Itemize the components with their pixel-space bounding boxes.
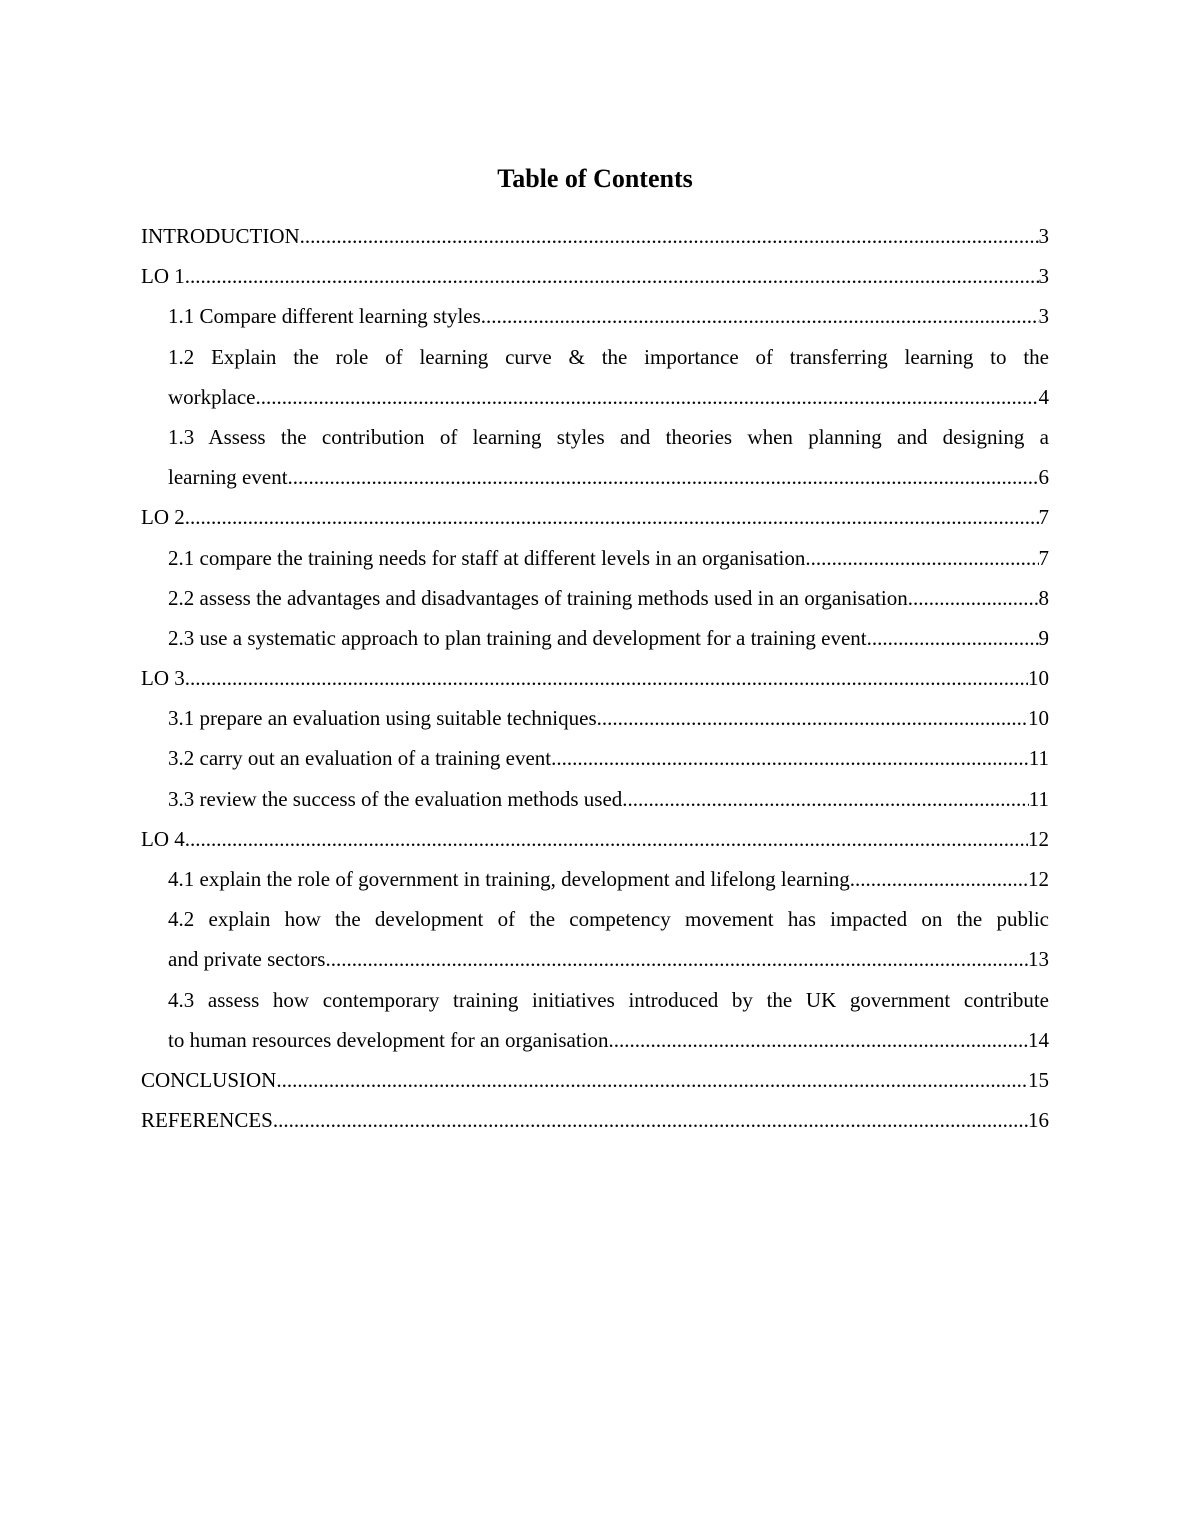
toc-page-number: 13 xyxy=(1028,947,1049,972)
toc-entry-2-2[interactable] xyxy=(141,578,1049,618)
toc-entry-label-line1: 1.3 Assess the contribution of learning styles and theories when planning and designing a xyxy=(168,424,1049,449)
toc-entry-1-2[interactable] xyxy=(141,337,1049,417)
toc-entry-conclusion[interactable] xyxy=(141,1060,1049,1100)
toc-entry-label: 2.2 assess the advantages and disadvantages of training methods used in an organisation xyxy=(168,585,908,610)
dot-leader xyxy=(551,738,1029,778)
toc-entry-lo2[interactable] xyxy=(141,497,1049,537)
toc-entry-label: 3.2 carry out an evaluation of a training event xyxy=(168,746,552,771)
toc-entry-4-3[interactable] xyxy=(141,980,1049,1060)
toc-page-number: 7 xyxy=(1038,505,1049,530)
toc-title: Table of Contents xyxy=(497,164,693,193)
toc-page-number: 10 xyxy=(1028,666,1049,691)
toc-entry-label: LO 3 xyxy=(141,666,185,691)
dot-leader xyxy=(597,698,1028,738)
dot-leader xyxy=(276,1060,1028,1100)
toc-entry-label: CONCLUSION xyxy=(141,1067,277,1092)
toc-entry-1-1[interactable] xyxy=(141,296,1049,336)
toc-entry-label: 3.1 prepare an evaluation using suitable techniques xyxy=(168,706,597,731)
toc-entry-label: REFERENCES xyxy=(141,1108,273,1133)
dot-leader xyxy=(185,658,1028,698)
dot-leader xyxy=(185,819,1028,859)
toc-page-number: 12 xyxy=(1028,826,1049,851)
toc-entry-label: 4.1 explain the role of government in training, development and lifelong learning xyxy=(168,867,850,891)
toc-entry-4-2[interactable] xyxy=(141,899,1049,979)
toc-entry-label: 2.1 compare the training needs for staff at different levels in an organisation xyxy=(168,545,806,570)
dot-leader xyxy=(609,1020,1029,1060)
toc-entry-3-2[interactable] xyxy=(141,738,1049,778)
dot-leader xyxy=(185,256,1039,296)
dot-leader xyxy=(805,538,1038,578)
dot-leader xyxy=(185,497,1039,537)
toc-entry-1-3[interactable] xyxy=(141,417,1049,497)
toc-page-number: 6 xyxy=(1038,465,1049,490)
toc-page-number: 11 xyxy=(1028,786,1049,811)
toc-entry-label: LO 2 xyxy=(141,505,185,530)
dot-leader xyxy=(255,377,1038,417)
toc-entry-label-line2: workplace xyxy=(168,384,256,409)
toc-entry-label-line2: to human resources development for an organisation xyxy=(168,1027,609,1052)
toc-page-number: 3 xyxy=(1038,224,1049,248)
toc-page-number: 8 xyxy=(1038,585,1049,610)
toc-page-number: 7 xyxy=(1038,545,1049,570)
toc-page-number: 11 xyxy=(1028,746,1049,771)
table-of-contents xyxy=(141,216,1049,1140)
toc-entry-2-1[interactable] xyxy=(141,538,1049,578)
toc-page-number: 15 xyxy=(1028,1067,1049,1092)
dot-leader xyxy=(300,216,1039,256)
toc-entry-3-3[interactable] xyxy=(141,779,1049,819)
dot-leader xyxy=(481,296,1039,336)
toc-entry-label: INTRODUCTION xyxy=(141,224,300,248)
toc-entry-references[interactable] xyxy=(141,1100,1049,1140)
toc-entry-label-line1: 4.2 explain how the development of the competency movement has impacted on the public xyxy=(168,907,1049,932)
toc-page-number: 3 xyxy=(1038,304,1049,329)
toc-entry-label: LO 4 xyxy=(141,826,185,851)
dot-leader xyxy=(867,618,1039,658)
toc-entry-label: LO 1 xyxy=(141,264,185,289)
toc-page-number: 3 xyxy=(1038,264,1049,289)
dot-leader xyxy=(850,859,1028,899)
toc-page-number: 16 xyxy=(1028,1108,1049,1133)
toc-entry-label: 2.3 use a systematic approach to plan training and development for a training event xyxy=(168,625,867,650)
toc-entry-label-line2: learning event xyxy=(168,465,288,490)
dot-leader xyxy=(288,457,1039,497)
toc-entry-lo3[interactable] xyxy=(141,658,1049,698)
toc-entry-label-line1: 1.2 Explain the role of learning curve & the importance of transferring learning to the xyxy=(168,344,1049,369)
toc-page-number: 4 xyxy=(1038,384,1049,409)
toc-entry-lo1[interactable] xyxy=(141,256,1049,296)
toc-page-number: 10 xyxy=(1028,706,1049,731)
toc-entry-label-line2: and private sectors xyxy=(168,947,326,972)
toc-entry-label-line1: 4.3 assess how contemporary training initiatives introduced by the UK government contribute xyxy=(168,987,1049,1012)
dot-leader xyxy=(622,779,1028,819)
toc-entry-label: 3.3 review the success of the evaluation methods used xyxy=(168,786,623,811)
toc-page-number: 14 xyxy=(1028,1027,1049,1052)
toc-page-number: 12 xyxy=(1028,867,1049,891)
toc-entry-2-3[interactable] xyxy=(141,618,1049,658)
toc-page-number: 9 xyxy=(1038,625,1049,650)
dot-leader xyxy=(908,578,1039,618)
toc-entry-lo4[interactable] xyxy=(141,819,1049,859)
dot-leader xyxy=(273,1100,1028,1140)
dot-leader xyxy=(325,939,1028,979)
toc-entry-introduction[interactable] xyxy=(141,216,1049,256)
toc-entry-4-1[interactable] xyxy=(141,859,1049,899)
toc-entry-3-1[interactable] xyxy=(141,698,1049,738)
toc-entry-label: 1.1 Compare different learning styles xyxy=(168,304,481,329)
